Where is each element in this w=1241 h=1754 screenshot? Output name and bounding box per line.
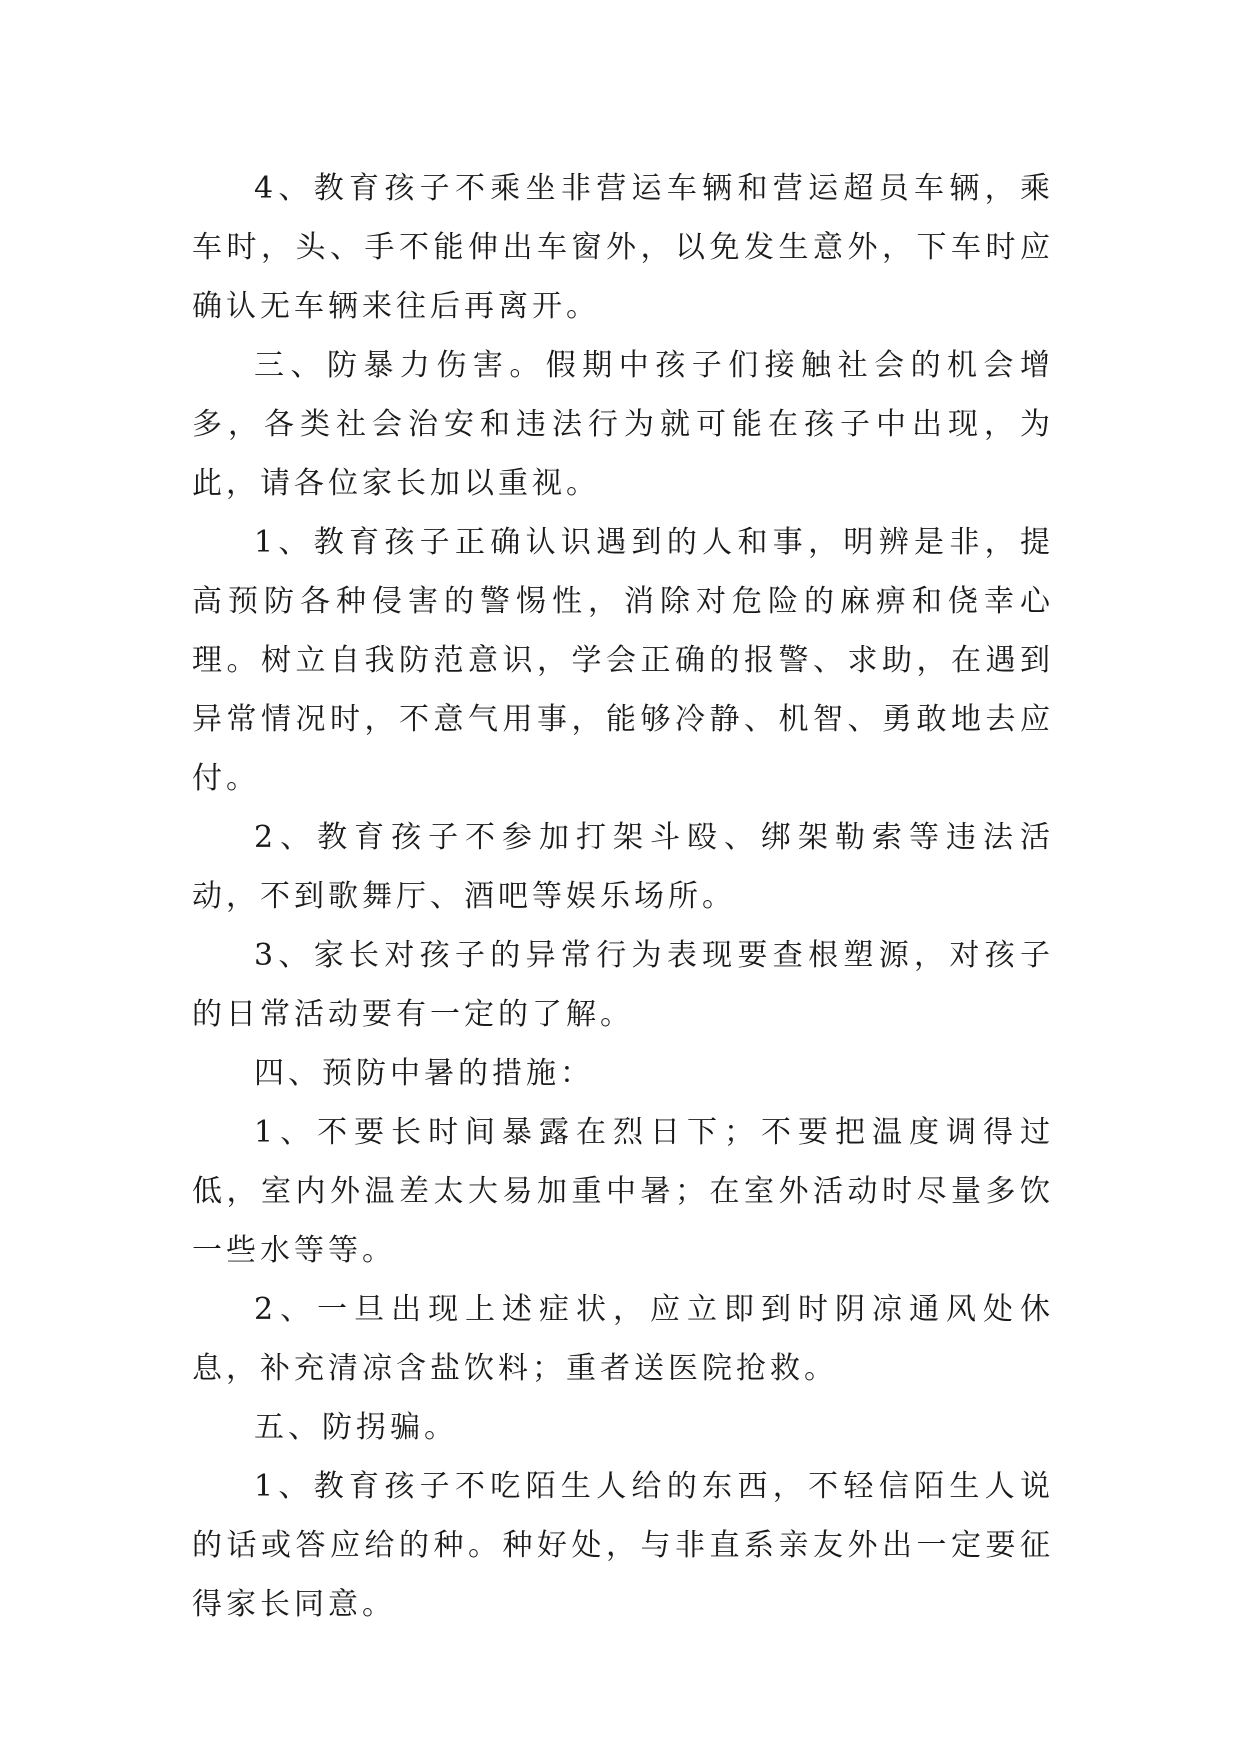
paragraph-item-2-no-fighting: 2、教育孩子不参加打架斗殴、绑架勒索等违法活动，不到歌舞厅、酒吧等娱乐场所。 <box>192 820 1054 914</box>
paragraph-item-2-symptoms: 2、一旦出现上述症状，应立即到时阴凉通风处休息，补充清凉含盐饮料；重者送医院抢救。 <box>192 1292 1054 1386</box>
paragraph-item-1-sun-exposure: 1、不要长时间暴露在烈日下；不要把温度调得过低，室内外温差太大易加重中暑；在室外活动时尽量多饮一些水等等。 <box>192 1115 1054 1268</box>
section-heading-heatstroke: 四、预防中暑的措施： <box>254 1056 594 1091</box>
paragraph-item-3-parent-attention: 3、家长对孩子的异常行为表现要查根塑源，对孩子的日常活动要有一定的了解。 <box>192 938 1054 1032</box>
document-body <box>192 159 1054 1634</box>
section-heading-anti-abduction: 五、防拐骗。 <box>254 1410 458 1445</box>
paragraph-item-1-strangers: 1、教育孩子不吃陌生人给的东西，不轻信陌生人说的话或答应给的种。种好处，与非直系亲友外出一定要征得家长同意。 <box>192 1469 1054 1622</box>
section-heading-anti-violence: 三、防暴力伤害。假期中孩子们接触社会的机会增多，各类社会治安和违法行为就可能在孩子中出现，为此，请各位家长加以重视。 <box>192 348 1054 501</box>
paragraph-item-1-awareness: 1、教育孩子正确认识遇到的人和事，明辨是非，提高预防各种侵害的警惕性，消除对危险的麻痹和侥幸心理。树立自我防范意识，学会正确的报警、求助，在遇到异常情况时，不意气用事，能够冷静、机智、勇敢地去应付。 <box>192 525 1054 796</box>
paragraph-item-4-transport: 4、教育孩子不乘坐非营运车辆和营运超员车辆，乘车时，头、手不能伸出车窗外，以免发生意外，下车时应确认无车辆来往后再离开。 <box>192 171 1054 324</box>
